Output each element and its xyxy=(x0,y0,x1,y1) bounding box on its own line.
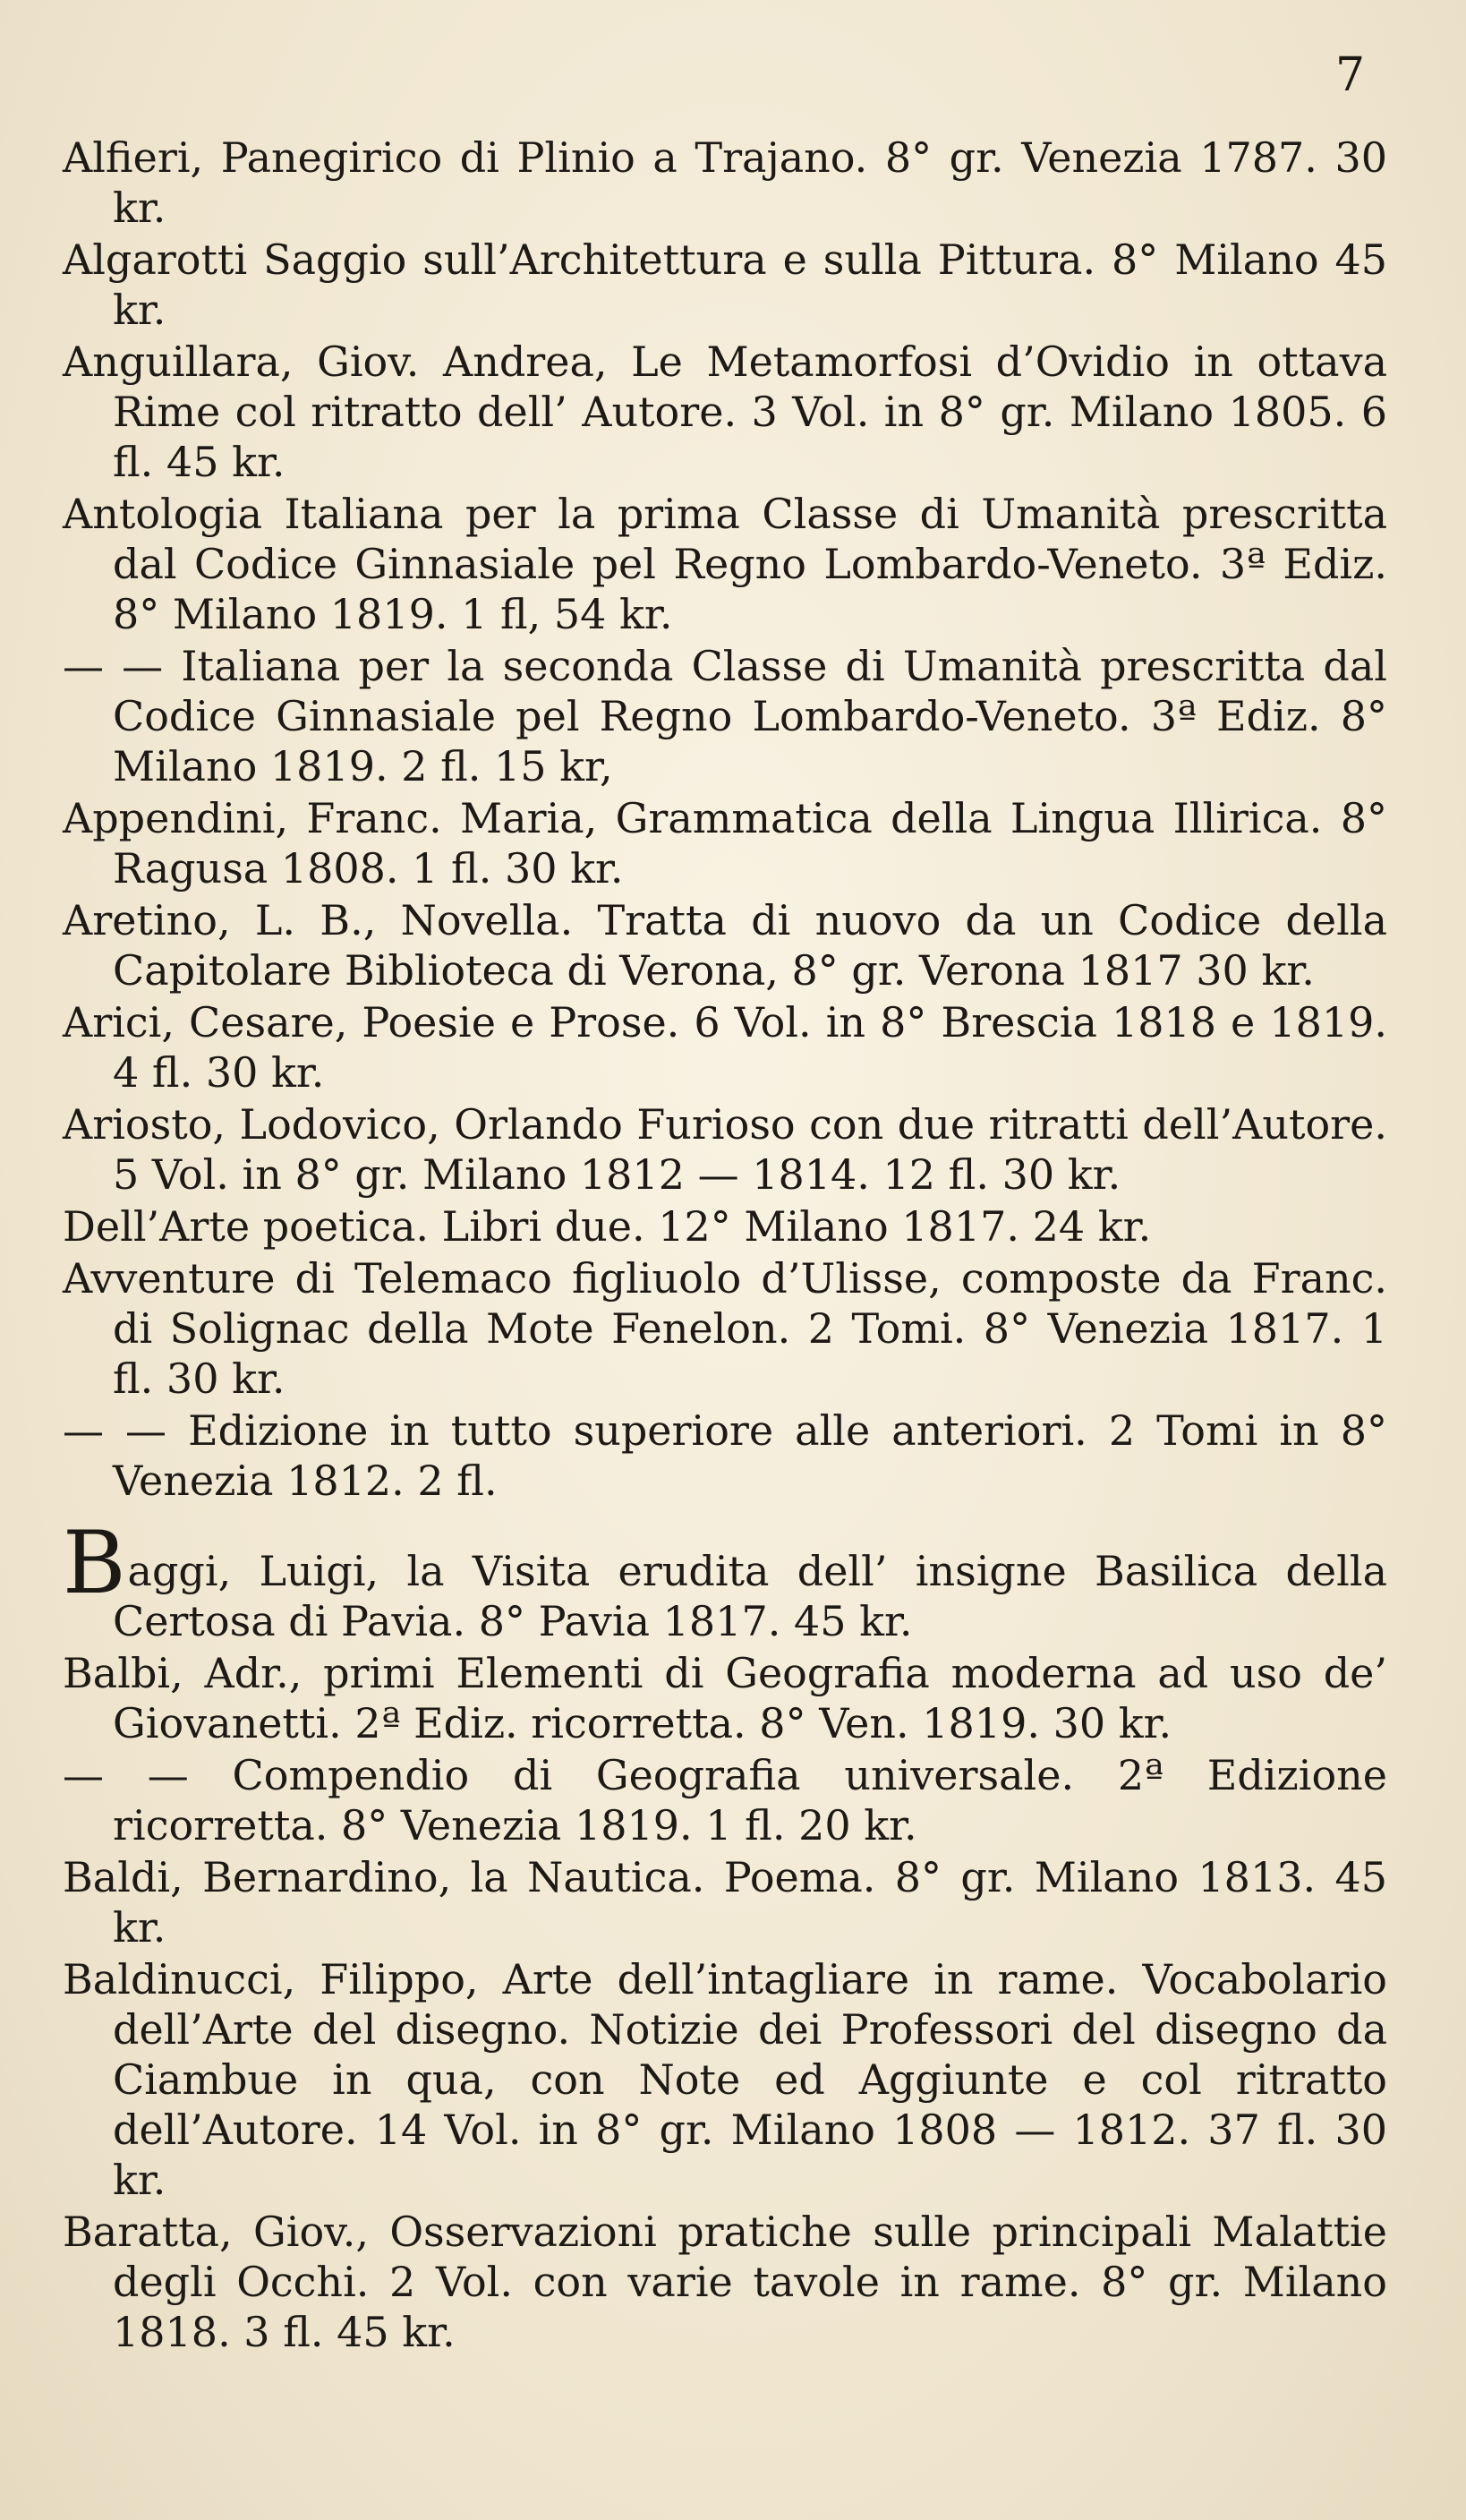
entry-text: Baldi, Bernardino, la Nautica. Poema. 8° gr. Milano 1813. 45 kr. xyxy=(63,1853,1387,1952)
entry-list xyxy=(63,132,1387,2359)
entry-text: Dell’Arte poetica. Libri due. 12° Milano 1817. 24 kr. xyxy=(63,1202,1152,1251)
entry-aretino xyxy=(63,895,1387,995)
entry-baldinucci xyxy=(63,1954,1387,2205)
entry-text: — — Compendio di Geografia universale. 2ª Edizione ricorretta. 8° Venezia 1819. 1 fl. 20 kr. xyxy=(63,1751,1387,1849)
entry-anguillara xyxy=(63,337,1387,487)
entry-baratta xyxy=(63,2207,1387,2357)
entry-text: — — Edizione in tutto superiore alle anteriori. 2 Tomi in 8° Venezia 1812. 2 fl. xyxy=(63,1406,1387,1505)
entry-appendini xyxy=(63,793,1387,893)
page-number: 7 xyxy=(1335,48,1366,102)
entry-text: Ariosto, Lodovico, Orlando Furioso con due ritratti dell’Autore. 5 Vol. in 8° gr. Milano 1812 — 1814. 12 fl. 30 kr. xyxy=(63,1100,1387,1199)
entry-alfieri xyxy=(63,132,1387,233)
entry-balbi-compendio xyxy=(63,1750,1387,1850)
entry-arici xyxy=(63,997,1387,1098)
entry-text: aggi, Luigi, la Visita erudita dell’ insigne Basilica della Certosa di Pavia. 8° Pavia 1817. 45 kr. xyxy=(113,1547,1387,1645)
entry-baggi xyxy=(63,1513,1387,1646)
entry-antologia-seconda xyxy=(63,641,1387,791)
entry-algarotti xyxy=(63,235,1387,335)
entry-baldi xyxy=(63,1852,1387,1952)
entry-text: Arici, Cesare, Poesie e Prose. 6 Vol. in 8° Brescia 1818 e 1819. 4 fl. 30 kr. xyxy=(63,998,1387,1097)
entry-text: — — Italiana per la seconda Classe di Umanità prescritta dal Codice Ginnasiale pel Regno Lombardo-Veneto. 3ª Ediz. 8° Milano 1819. 2 fl. 15 kr, xyxy=(63,642,1387,790)
section-initial: B xyxy=(63,1513,126,1613)
entry-text: Balbi, Adr., primi Elementi di Geografia moderna ad uso de’ Giovanetti. 2ª Ediz. ricorretta. 8° Ven. 1819. 30 kr. xyxy=(63,1649,1387,1747)
entry-text: Avventure di Telemaco figliuolo d’Ulisse, composte da Franc. di Solignac della Mote Fenelon. 2 Tomi. 8° Venezia 1817. 1 fl. 30 kr. xyxy=(63,1254,1387,1403)
entry-balbi-elementi xyxy=(63,1648,1387,1748)
entry-text: Appendini, Franc. Maria, Grammatica della Lingua Illirica. 8° Ragusa 1808. 1 fl. 30 kr. xyxy=(63,794,1387,893)
entry-telemaco-edizione xyxy=(63,1405,1387,1506)
entry-text: Alfieri, Panegirico di Plinio a Trajano. 8° gr. Venezia 1787. 30 kr. xyxy=(63,133,1387,232)
entry-text: Baldinucci, Filippo, Arte dell’intagliare in rame. Vocabolario dell’Arte del disegno. Notizie dei Professori del disegno da Ciambue in qua, con Note ed Aggiunte e col ritratto dell’Autore. 14 Vol. in 8° gr. Milano 1808 — 1812. 37 fl. 30 kr. xyxy=(63,1955,1387,2204)
entry-antologia-prima xyxy=(63,489,1387,639)
entry-text: Anguillara, Giov. Andrea, Le Metamorfosi d’Ovidio in ottava Rime col ritratto dell’ Autore. 3 Vol. in 8° gr. Milano 1805. 6 fl. 45 kr. xyxy=(63,337,1387,486)
entry-arte-poetica xyxy=(63,1201,1387,1251)
entry-text: Antologia Italiana per la prima Classe di Umanità prescritta dal Codice Ginnasiale pel Regno Lombardo-Veneto. 3ª Ediz. 8° Milano 1819. 1 fl, 54 kr. xyxy=(63,490,1387,638)
entry-ariosto xyxy=(63,1099,1387,1200)
entry-avventure-telemaco xyxy=(63,1253,1387,1404)
entry-text: Algarotti Saggio sull’Architettura e sulla Pittura. 8° Milano 45 kr. xyxy=(63,235,1387,334)
entry-text: Aretino, L. B., Novella. Tratta di nuovo da un Codice della Capitolare Biblioteca di Verona, 8° gr. Verona 1817 30 kr. xyxy=(63,896,1387,995)
entry-text: Baratta, Giov., Osservazioni pratiche sulle principali Malattie degli Occhi. 2 Vol. con varie tavole in rame. 8° gr. Milano 1818. 3 fl. 45 kr. xyxy=(63,2208,1387,2356)
